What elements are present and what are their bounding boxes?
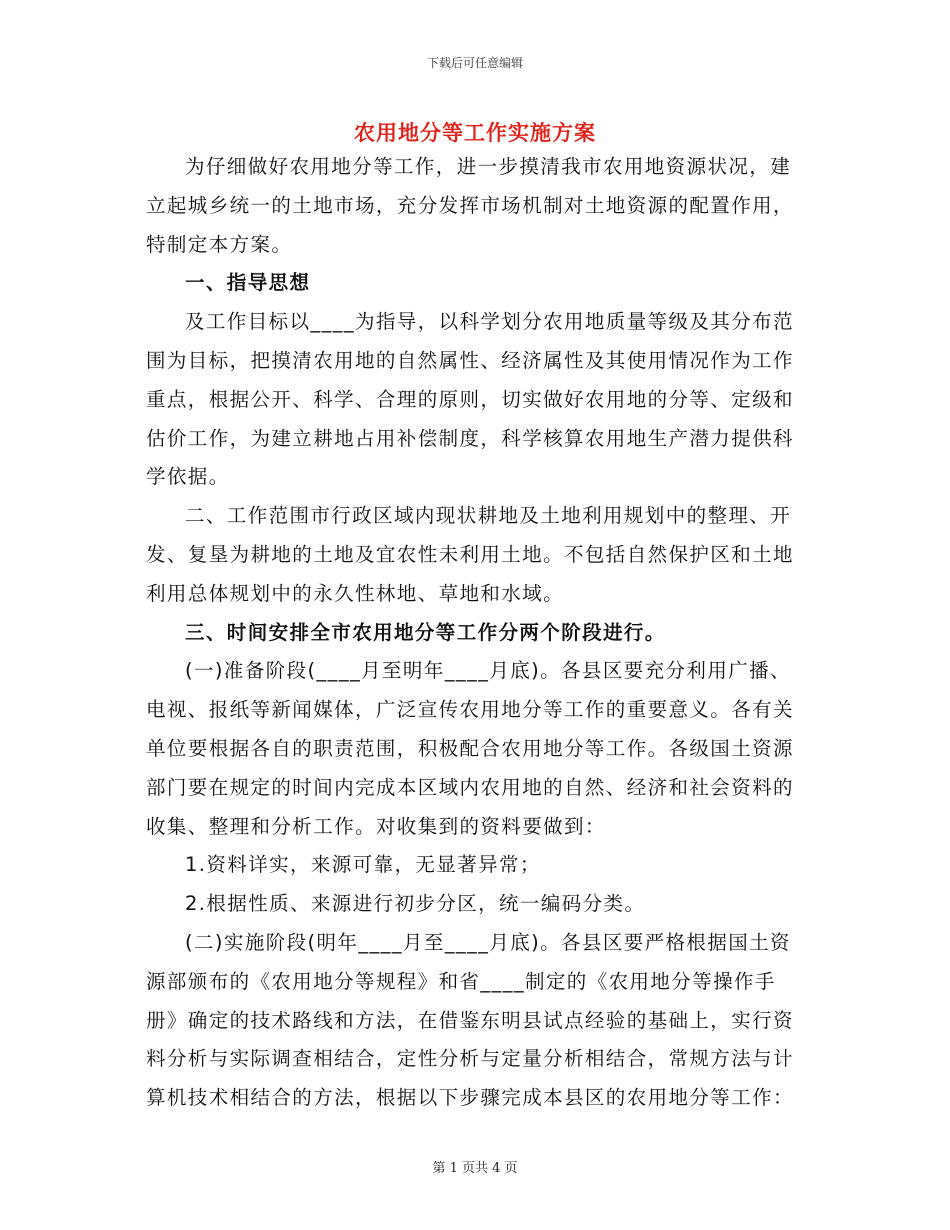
page-header: 下载后可任意编辑 xyxy=(426,56,523,70)
intro-paragraph: 为仔细做好农用地分等工作，进一步摸清我市农用地资源状况，建立起城乡统一的土地市场，充分发挥市场机制对土地资源的配置作用，特制定本方案。 xyxy=(146,155,794,256)
list-item-1: 1.资料详实，来源可靠，无显著异常； xyxy=(185,853,541,877)
section-heading-guiding-ideology: 一、指导思想 xyxy=(185,271,311,295)
document-title: 农用地分等工作实施方案 xyxy=(354,121,596,145)
paragraph-work-goals: 及工作目标以____为指导，以科学划分农用地质量等级及其分布范围为目标，把摸清农用地的自然属性、经济属性及其使用情况作为工作重点，根据公开、科学、合理的原则，切实做好农用地的分等、定级和估价工作，为建立耕地占用补偿制度，科学核算农用地生产潜力提供科学依据。 xyxy=(146,310,794,489)
page-footer: 第 1 页共 4 页 xyxy=(432,1161,518,1176)
paragraph-preparation-phase: (一)准备阶段(____月至明年____月底)。各县区要充分利用广播、电视、报纸等新闻媒体，广泛宣传农用地分等工作的重要意义。各有关单位要根据各自的职责范围，积极配合农用地分等工作。各级国土资源部门要在规定的时间内完成本区域内农用地的自然、经济和社会资料的收集、整理和分析工作。对收集到的资料要做到： xyxy=(146,659,794,838)
document-body xyxy=(146,148,806,1118)
section-heading-schedule: 三、时间安排全市农用地分等工作分两个阶段进行。 xyxy=(185,620,666,644)
list-item-2: 2.根据性质、来源进行初步分区，统一编码分类。 xyxy=(185,892,646,916)
paragraph-work-scope: 二、工作范围市行政区域内现状耕地及土地利用规划中的整理、开发、复垦为耕地的土地及宜农性未利用土地。不包括自然保护区和土地利用总体规划中的永久性林地、草地和水域。 xyxy=(146,504,794,605)
paragraph-implementation-phase: (二)实施阶段(明年____月至____月底)。各县区要严格根据国土资源部颁布的《农用地分等规程》和省____制定的《农用地分等操作手册》确定的技术路线和方法，在借鉴东明县试点经验的基础上，实行资料分析与实际调查相结合，定性分析与定量分析相结合，常规方法与计算机技术相结合的方法，根据以下步骤完成本县区的农用地分等工作： xyxy=(146,930,794,1110)
